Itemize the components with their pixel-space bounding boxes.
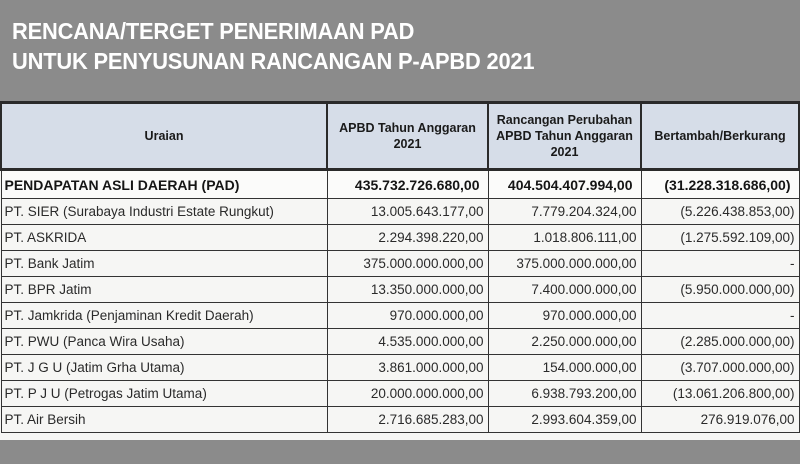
title-line-1: RENCANA/TERGET PENERIMAAN PAD [12,18,415,44]
cell-apbd: 13.350.000.000,00 [327,277,488,303]
cell-label: PT. SIER (Surabaya Industri Estate Rungkut) [1,199,327,225]
cell-selisih: - [641,251,799,277]
cell-rancangan: 2.250.000.000,00 [488,329,641,355]
cell-selisih: - [641,303,799,329]
cell-rancangan: 6.938.793.200,00 [488,381,641,407]
cell-apbd: 3.861.000.000,00 [327,355,488,381]
cell-label: PT. ASKRIDA [1,225,327,251]
page-title [12,16,534,76]
cell-selisih: (13.061.206.800,00) [641,381,799,407]
cell-label: PENDAPATAN ASLI DAERAH (PAD) [1,170,327,199]
cell-label: PT. Jamkrida (Penjaminan Kredit Daerah) [1,303,327,329]
pad-table-document [0,101,800,440]
table-row [1,355,799,381]
table-row [1,303,799,329]
cell-selisih: (3.707.000.000,00) [641,355,799,381]
table-row-total [1,170,799,199]
table-row [1,407,799,433]
table-row [1,199,799,225]
cell-rancangan: 7.779.204.324,00 [488,199,641,225]
cell-rancangan: 404.504.407.994,00 [488,170,641,199]
cell-rancangan: 154.000.000,00 [488,355,641,381]
cell-selisih: (1.275.592.109,00) [641,225,799,251]
header-selisih: Bertambah/Berkurang [641,103,799,170]
cell-rancangan: 7.400.000.000,00 [488,277,641,303]
cell-apbd: 13.005.643.177,00 [327,199,488,225]
table-row [1,329,799,355]
cell-selisih: (2.285.000.000,00) [641,329,799,355]
cell-rancangan: 375.000.000.000,00 [488,251,641,277]
header-rancangan: Rancangan Perubahan APBD Tahun Anggaran 2021 [488,103,641,170]
cell-rancangan: 2.993.604.359,00 [488,407,641,433]
cell-label: PT. BPR Jatim [1,277,327,303]
cell-apbd: 435.732.726.680,00 [327,170,488,199]
table-row [1,381,799,407]
cell-selisih: (5.950.000.000,00) [641,277,799,303]
pad-table [0,101,800,433]
cell-selisih: 276.919.076,00 [641,407,799,433]
cell-rancangan: 970.000.000,00 [488,303,641,329]
table-row [1,277,799,303]
cell-rancangan: 1.018.806.111,00 [488,225,641,251]
cell-apbd: 970.000.000,00 [327,303,488,329]
header-uraian: Uraian [1,103,327,170]
table-row [1,225,799,251]
cell-apbd: 4.535.000.000,00 [327,329,488,355]
header-apbd: APBD Tahun Anggaran 2021 [327,103,488,170]
cell-label: PT. Air Bersih [1,407,327,433]
cell-selisih: (5.226.438.853,00) [641,199,799,225]
cell-apbd: 20.000.000.000,00 [327,381,488,407]
table-header-row [1,103,799,170]
cell-apbd: 375.000.000.000,00 [327,251,488,277]
cell-label: PT. J G U (Jatim Grha Utama) [1,355,327,381]
table-row [1,251,799,277]
cell-label: PT. Bank Jatim [1,251,327,277]
cell-selisih: (31.228.318.686,00) [641,170,799,199]
cell-label: PT. PWU (Panca Wira Usaha) [1,329,327,355]
title-line-2: UNTUK PENYUSUNAN RANCANGAN P-APBD 2021 [12,48,535,74]
cell-label: PT. P J U (Petrogas Jatim Utama) [1,381,327,407]
cell-apbd: 2.716.685.283,00 [327,407,488,433]
cell-apbd: 2.294.398.220,00 [327,225,488,251]
